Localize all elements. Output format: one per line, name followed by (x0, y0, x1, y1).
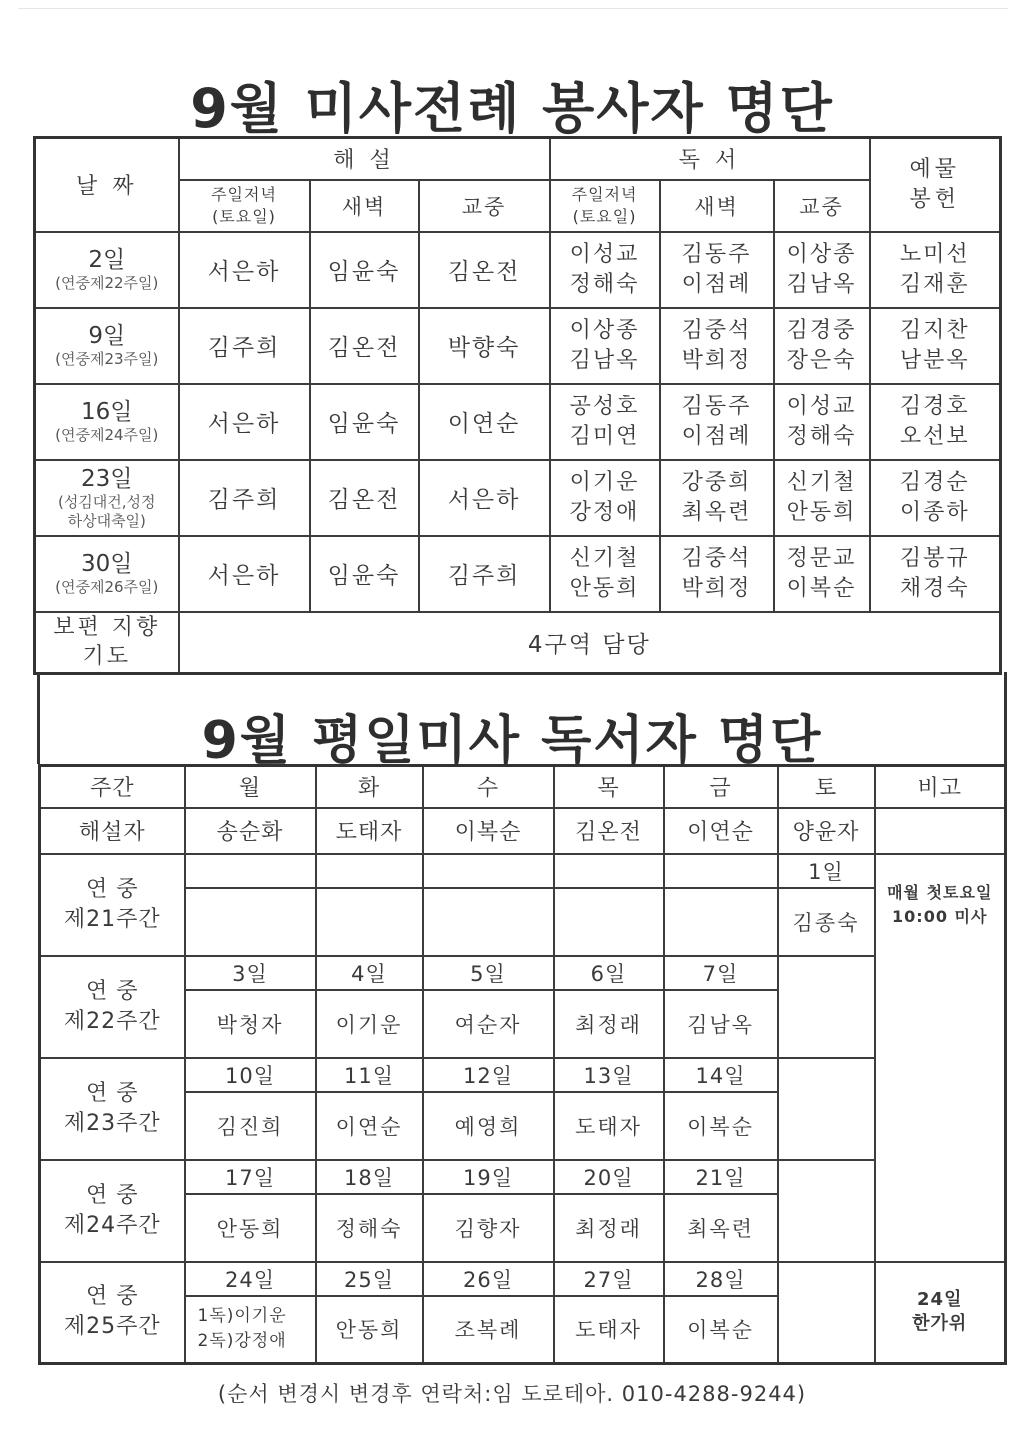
top-rule (18, 8, 1008, 9)
commentator-dawn: 김온전 (310, 308, 419, 384)
reader-cell: 안동희 (185, 1194, 316, 1262)
commentator-school: 이연순 (419, 384, 550, 460)
date-cell: 20일 (554, 1160, 664, 1194)
offering-cell: 김경순 이종하 (870, 460, 1001, 536)
commentator-sat: 서은하 (179, 384, 310, 460)
date-cell: 11일 (316, 1058, 423, 1092)
date-cell (423, 854, 554, 888)
reading-dawn-header: 새벽 (660, 180, 774, 232)
reader-school: 이상종 김남옥 (774, 232, 870, 308)
reader-cell (554, 888, 664, 956)
note-first-saturday: 매월 첫토요일 10:00 미사 (875, 854, 1006, 1262)
commentator-mon: 송순화 (185, 808, 316, 854)
commentator-wed: 이복순 (423, 808, 554, 854)
commentator-fri: 이연순 (664, 808, 778, 854)
date-cell: 4일 (316, 956, 423, 990)
date-cell: 12일 (423, 1058, 554, 1092)
reader-dawn: 강중희 최옥련 (660, 460, 774, 536)
date-cell: 28일 (664, 1262, 778, 1296)
table-row (35, 460, 1001, 536)
offering-header-line1: 예물 (909, 156, 961, 182)
date-cell: 30일 (연중제26주일) (35, 536, 179, 612)
day-header-fri: 금 (664, 766, 778, 808)
date-cell (316, 854, 423, 888)
commentator-dawn: 임윤숙 (310, 384, 419, 460)
sat-empty-cell (778, 1160, 875, 1262)
date-cell: 10일 (185, 1058, 316, 1092)
intent-label: 보편 지향 기도 (35, 612, 179, 674)
reader-cell (316, 888, 423, 956)
commentator-sat: 양윤자 (778, 808, 875, 854)
day-header-thu: 목 (554, 766, 664, 808)
day-header-tue: 화 (316, 766, 423, 808)
sat-empty-cell (778, 1262, 875, 1364)
date-cell (664, 854, 778, 888)
commentary-header: 해 설 (179, 138, 550, 180)
reading-school-header: 교중 (774, 180, 870, 232)
day-header-sat: 토 (778, 766, 875, 808)
date-cell: 1일 (778, 854, 875, 888)
intent-value: 4구역 담당 (179, 612, 1001, 674)
reader-cell: 김종숙 (778, 888, 875, 956)
offering-header (870, 138, 1001, 232)
date-cell: 24일 (185, 1262, 316, 1296)
reader-sat: 신기철 안동희 (550, 536, 660, 612)
commentator-note (875, 808, 1006, 854)
reader-cell: 도태자 (554, 1092, 664, 1160)
offering-cell: 김지찬 남분옥 (870, 308, 1001, 384)
note-chuseok: 24일 한가위 (875, 1262, 1006, 1364)
commentator-school: 김주희 (419, 536, 550, 612)
reader-school: 김경중 장은숙 (774, 308, 870, 384)
reader-dawn: 김동주 이점례 (660, 384, 774, 460)
date-cell: 2일 (연중제22주일) (35, 232, 179, 308)
reader-cell: 이연순 (316, 1092, 423, 1160)
reader-dawn: 김중석 박희정 (660, 536, 774, 612)
date-cell: 3일 (185, 956, 316, 990)
date-cell: 25일 (316, 1262, 423, 1296)
reader-cell: 안동희 (316, 1296, 423, 1364)
reader-sat: 공성호 김미연 (550, 384, 660, 460)
reader-dawn: 김동주 이점례 (660, 232, 774, 308)
date-cell (554, 854, 664, 888)
commentator-tue: 도태자 (316, 808, 423, 854)
note-header: 비고 (875, 766, 1006, 808)
week-label: 연 중 제22주간 (40, 956, 185, 1058)
date-cell: 19일 (423, 1160, 554, 1194)
week-reader-row (40, 888, 1006, 956)
date-cell: 9일 (연중제23주일) (35, 308, 179, 384)
commentator-sat: 서은하 (179, 232, 310, 308)
commentator-dawn: 임윤숙 (310, 232, 419, 308)
offering-cell: 김경호 오선보 (870, 384, 1001, 460)
commentator-row (40, 808, 1006, 854)
commentator-thu: 김온전 (554, 808, 664, 854)
table-row (35, 232, 1001, 308)
reader-cell: 이기운 (316, 990, 423, 1058)
week-date-row (40, 956, 1006, 990)
weekday-reader-table (38, 764, 1007, 1365)
commentator-school: 김온전 (419, 232, 550, 308)
date-cell: 21일 (664, 1160, 778, 1194)
week-date-row (40, 1160, 1006, 1194)
reader-sat: 이기운 강정애 (550, 460, 660, 536)
reading-sat-header: 주일저녁 (토요일) (550, 180, 660, 232)
commentator-sat: 서은하 (179, 536, 310, 612)
weekday-reader-title: 9월 평일미사 독서자 명단 (201, 711, 823, 771)
date-cell: 27일 (554, 1262, 664, 1296)
date-cell (185, 854, 316, 888)
reader-cell: 김향자 (423, 1194, 554, 1262)
date-cell: 18일 (316, 1160, 423, 1194)
reader-sat: 이상종 김남옥 (550, 308, 660, 384)
table-row (35, 384, 1001, 460)
offering-cell: 노미선 김재훈 (870, 232, 1001, 308)
week-label: 연 중 제21주간 (40, 854, 185, 956)
week-header: 주간 (40, 766, 185, 808)
week-date-row (40, 854, 1006, 888)
reader-cell: 예영희 (423, 1092, 554, 1160)
commentator-school: 서은하 (419, 460, 550, 536)
reader-cell: 김진희 (185, 1092, 316, 1160)
table-row (35, 308, 1001, 384)
reader-cell: 여순자 (423, 990, 554, 1058)
week-label: 연 중 제23주간 (40, 1058, 185, 1160)
date-cell: 26일 (423, 1262, 554, 1296)
week-label: 연 중 제24주간 (40, 1160, 185, 1262)
day-header-wed: 수 (423, 766, 554, 808)
reader-cell: 최정래 (554, 990, 664, 1058)
date-cell: 17일 (185, 1160, 316, 1194)
commentator-label: 해설자 (40, 808, 185, 854)
reader-dawn: 김중석 박희정 (660, 308, 774, 384)
reader-cell: 정해숙 (316, 1194, 423, 1262)
reader-cell-multi: 1독)이기운 2독)강정애 (185, 1296, 316, 1364)
sat-empty-cell (778, 1058, 875, 1160)
commentator-dawn: 임윤숙 (310, 536, 419, 612)
commentator-sat: 김주희 (179, 460, 310, 536)
commentary-school-header: 교중 (419, 180, 550, 232)
intent-row (35, 612, 1001, 674)
offering-header-line2: 봉헌 (909, 186, 961, 212)
commentator-school: 박향숙 (419, 308, 550, 384)
reader-cell: 박청자 (185, 990, 316, 1058)
reading-header: 독 서 (550, 138, 870, 180)
contact-footer: (순서 변경시 변경후 연락처:임 도로테아. 010-4288-9244) (217, 1382, 807, 1406)
reader-cell (423, 888, 554, 956)
date-cell: 16일 (연중제24주일) (35, 384, 179, 460)
reader-cell: 최정래 (554, 1194, 664, 1262)
reader-school: 정문교 이복순 (774, 536, 870, 612)
liturgy-roster-table (33, 136, 1002, 675)
reader-cell: 도태자 (554, 1296, 664, 1364)
date-cell: 5일 (423, 956, 554, 990)
week-date-row (40, 1058, 1006, 1092)
date-header: 날 짜 (35, 138, 179, 232)
commentary-dawn-header: 새벽 (310, 180, 419, 232)
reader-cell: 조복례 (423, 1296, 554, 1364)
commentary-sat-header: 주일저녁 (토요일) (179, 180, 310, 232)
week-label: 연 중 제25주간 (40, 1262, 185, 1364)
reader-cell (664, 888, 778, 956)
reader-sat: 이성교 정해숙 (550, 232, 660, 308)
offering-cell: 김봉규 채경숙 (870, 536, 1001, 612)
date-cell: 13일 (554, 1058, 664, 1092)
commentator-dawn: 김온전 (310, 460, 419, 536)
day-header-mon: 월 (185, 766, 316, 808)
reader-school: 이성교 정해숙 (774, 384, 870, 460)
sat-empty-cell (778, 956, 875, 1058)
commentator-sat: 김주희 (179, 308, 310, 384)
date-cell: 23일 (성김대건,성정 하상대축일) (35, 460, 179, 536)
reader-cell (185, 888, 316, 956)
reader-school: 신기철 안동희 (774, 460, 870, 536)
date-cell: 7일 (664, 956, 778, 990)
date-cell: 6일 (554, 956, 664, 990)
liturgy-roster-title: 9월 미사전례 봉사자 명단 (190, 77, 834, 140)
reader-cell: 김남옥 (664, 990, 778, 1058)
reader-cell: 이복순 (664, 1296, 778, 1364)
reader-cell: 이복순 (664, 1092, 778, 1160)
week-date-row (40, 1262, 1006, 1296)
table-row (35, 536, 1001, 612)
reader-cell: 최옥련 (664, 1194, 778, 1262)
date-cell: 14일 (664, 1058, 778, 1092)
